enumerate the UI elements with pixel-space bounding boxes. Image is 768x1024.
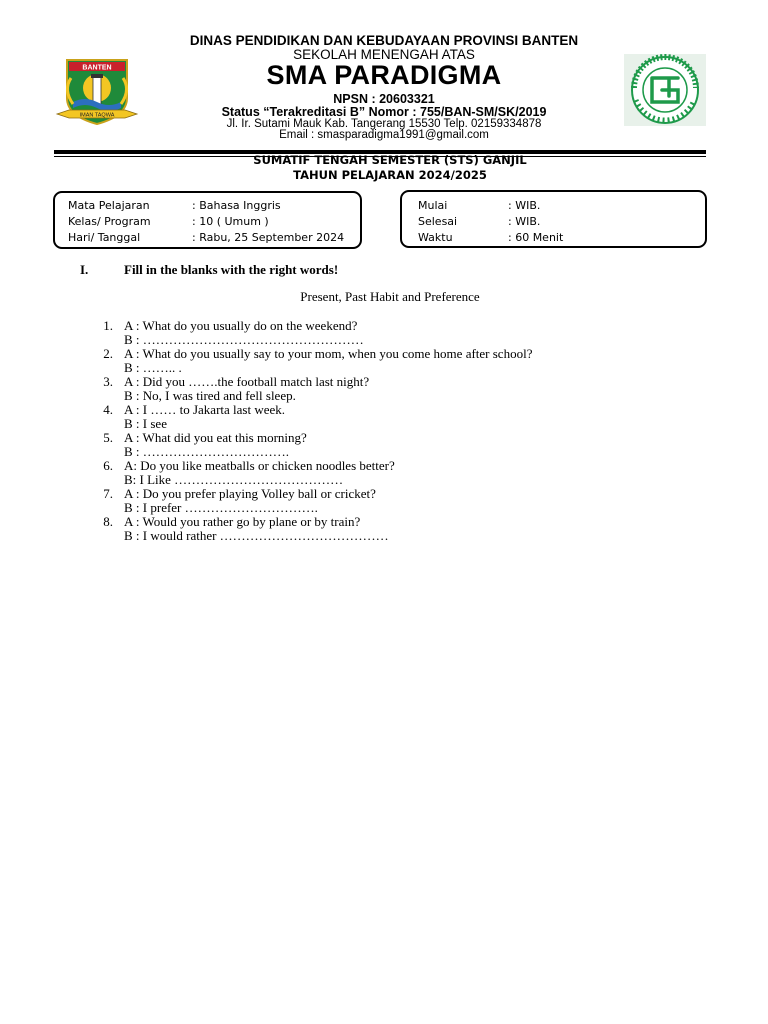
exam-year: TAHUN PELAJARAN 2024/2025 [293,168,487,182]
exam-info-left [53,191,362,249]
info-duration-label: Waktu [418,231,453,244]
question-line-b: B : I see [124,416,167,431]
info-subject-label: Mata Pelajaran [68,199,150,212]
info-class-value: : 10 ( Umum ) [192,215,269,228]
npsn: NPSN : 20603321 [333,92,435,106]
question-line-b: B : ……………………………. [124,444,290,459]
info-start-label: Mulai [418,199,448,212]
section-title: Fill in the blanks with the right words! [124,262,339,277]
info-date-value: : Rabu, 25 September 2024 [192,231,345,244]
question-number: 1. [103,318,113,333]
school-address: Jl. Ir. Sutami Mauk Kab. Tangerang 15530 Telp. 02159334878 [226,118,542,130]
banten-logo [55,58,139,130]
info-subject-value: : Bahasa Inggris [192,199,281,212]
question-line-a: A : What did you eat this morning? [124,430,307,445]
question-line-a: A : Would you rather go by plane or by train? [124,514,361,529]
banten-logo-ribbon: IMAN TAQWA [79,112,115,119]
exam-title: SUMATIF TENGAH SEMESTER (STS) GANJIL [253,153,527,167]
question-line-b: B : I prefer …………………………. [124,500,318,515]
banten-logo-text: BANTEN [82,64,112,72]
question-line-b: B : …………………………………………… [124,332,364,347]
question-line-a: A : What do you usually say to your mom, when you come home after school? [124,346,533,361]
school-email: Email : smasparadigma1991@gmail.com [279,129,489,141]
question-number: 8. [103,514,113,529]
sma-paradigma-logo [622,54,708,126]
question-line-b: B : No, I was tired and fell sleep. [124,388,296,403]
section-number: I. [80,262,89,277]
info-end-value: : WIB. [508,215,541,228]
header-agency: DINAS PENDIDIKAN DAN KEBUDAYAAN PROVINSI BANTEN [189,33,579,48]
school-name: SMA PARADIGMA [266,60,502,90]
accreditation-status: Status “Terakreditasi B” Nomor : 755/BAN-SM/SK/2019 [221,105,547,119]
question-line-b: B : …….. . [124,360,182,375]
question-number: 3. [103,374,113,389]
question-line-a: A : Did you …….the football match last night? [124,374,370,389]
question-line-b: B: I Like ………………………………… [124,472,344,487]
question-line-a: A : Do you prefer playing Volley ball or cricket? [124,486,376,501]
question-line-b: B : I would rather ………………………………… [124,528,389,543]
exam-info-right [400,190,707,248]
question-number: 7. [103,486,113,501]
question-line-a: A : I …… to Jakarta last week. [124,402,286,417]
info-date-label: Hari/ Tanggal [68,231,141,244]
section-subtitle: Present, Past Habit and Preference [300,289,480,304]
info-end-label: Selesai [418,215,458,228]
header-school-level: SEKOLAH MENENGAH ATAS [293,47,475,62]
info-class-label: Kelas/ Program [68,215,151,228]
question-number: 4. [103,402,113,417]
question-line-a: A: Do you like meatballs or chicken noodles better? [124,458,395,473]
info-start-value: : WIB. [508,199,541,212]
question-line-a: A : What do you usually do on the weekend? [124,318,358,333]
question-number: 2. [103,346,113,361]
question-number: 6. [103,458,113,473]
question-number: 5. [103,430,113,445]
info-duration-value: : 60 Menit [508,231,564,244]
